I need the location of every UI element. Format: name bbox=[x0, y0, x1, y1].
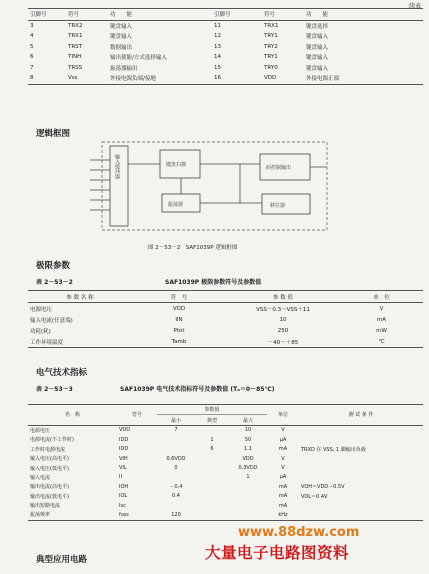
cell: 7 bbox=[174, 427, 178, 434]
cell: 16 bbox=[214, 75, 221, 82]
cell bbox=[229, 501, 267, 510]
table-row bbox=[28, 336, 423, 348]
cell: mA bbox=[278, 502, 288, 509]
output-control-label: 码控制输出 bbox=[266, 165, 292, 171]
cell: TRY1 bbox=[264, 33, 278, 40]
cell: 输出使能/方式选择输入 bbox=[110, 55, 167, 62]
table-row bbox=[28, 73, 423, 84]
header-cell: 典型 bbox=[206, 417, 217, 424]
cell: VIH bbox=[119, 455, 128, 462]
cell bbox=[157, 445, 195, 454]
cell: VOL＝0.4V bbox=[301, 493, 328, 500]
cell: 输出电流(低电平) bbox=[30, 493, 69, 500]
pin-table-header bbox=[28, 9, 423, 21]
cell bbox=[299, 510, 423, 520]
cell: TRX2 bbox=[68, 22, 83, 29]
cell: 键盘输入 bbox=[306, 55, 329, 62]
header-cell: 引脚号 bbox=[30, 12, 47, 19]
cell: 0.6VDD bbox=[166, 455, 186, 462]
cell: 电源电压 bbox=[30, 306, 53, 313]
cell: 电源电流(不工作时) bbox=[30, 437, 74, 444]
table-row bbox=[28, 501, 423, 510]
header-cell: 参 数 值 bbox=[273, 294, 293, 301]
header-cell: 名 称 bbox=[28, 405, 117, 426]
cell: 输入电压(高电平) bbox=[30, 456, 69, 463]
cell: 1.1 bbox=[244, 446, 252, 453]
cell bbox=[195, 482, 229, 491]
cell bbox=[229, 510, 267, 520]
cell: 工作环境温度 bbox=[30, 339, 64, 346]
chip-outline bbox=[102, 142, 327, 230]
header-cell: 功 能 bbox=[110, 12, 133, 19]
header-cell: 参数值 bbox=[157, 405, 267, 415]
cell: 11 bbox=[214, 22, 221, 29]
cell bbox=[195, 492, 229, 501]
cell: 输入电流(任意端) bbox=[30, 317, 73, 324]
cell bbox=[195, 510, 229, 520]
electrical-table bbox=[28, 404, 423, 521]
cell: 工作时电源电流 bbox=[30, 446, 66, 453]
cell: μA bbox=[279, 474, 287, 481]
input-buffer-label: 输入缓冲器 bbox=[114, 154, 120, 179]
cell: VOH＝VDD－0.5V bbox=[301, 484, 345, 491]
cell: VSS－0.3～VSS＋11 bbox=[256, 306, 310, 313]
table-row bbox=[28, 31, 423, 42]
cell: mW bbox=[376, 327, 387, 334]
cell: TRX1 bbox=[264, 22, 279, 29]
cell bbox=[157, 435, 195, 444]
cell: 振荡器输出 bbox=[110, 65, 138, 72]
section-title-limits: 极限参数 bbox=[36, 261, 71, 271]
cell: mA bbox=[278, 446, 288, 453]
table-row bbox=[28, 303, 423, 315]
cell: 振荡频率 bbox=[30, 512, 51, 519]
table-row bbox=[28, 445, 423, 454]
cell: VDD bbox=[242, 455, 254, 462]
cell: 数据输出 bbox=[110, 44, 133, 51]
oscillator-label: 振荡器 bbox=[168, 202, 184, 208]
cell: TRX1 bbox=[68, 33, 83, 40]
cell: TRY1 bbox=[264, 54, 278, 61]
table-row bbox=[28, 20, 423, 31]
cell: TRST bbox=[68, 43, 83, 50]
header-cell: 最小 bbox=[170, 417, 181, 424]
cell: IDD bbox=[119, 436, 129, 443]
watermark-text: 大量电子电路图资料 bbox=[205, 544, 350, 562]
cell: 输出短路电流 bbox=[30, 503, 61, 510]
cell: VIL bbox=[119, 465, 127, 472]
limits-table-caption: SAF1039P 极限参数符号及参数值 bbox=[165, 279, 262, 286]
table-row bbox=[28, 463, 423, 472]
cell: mA bbox=[278, 493, 288, 500]
section-title-application: 典型应用电路 bbox=[36, 555, 88, 565]
cell: 7 bbox=[30, 64, 34, 71]
cell: mA bbox=[278, 483, 288, 490]
cell: 6 bbox=[30, 54, 34, 61]
shift-register-label: 移位器 bbox=[270, 203, 286, 209]
cell: 键盘输入 bbox=[110, 34, 133, 41]
cell: 0.4 bbox=[172, 493, 180, 500]
cell: V bbox=[281, 455, 285, 462]
cell bbox=[299, 435, 423, 444]
cell: IIN bbox=[175, 316, 183, 323]
cell: 1 bbox=[210, 436, 214, 443]
cell: TRXD 在 VSS, 1 脚输出负载 bbox=[301, 446, 366, 453]
figure-caption: 图 2－53－2 SAF1039P 逻辑框图 bbox=[148, 245, 238, 251]
cell: 4 bbox=[30, 33, 34, 40]
continued-label: 续表 bbox=[408, 3, 421, 10]
limits-table-header bbox=[28, 291, 423, 303]
header-cell: 符号 bbox=[68, 12, 80, 19]
cell: 8 bbox=[30, 75, 34, 82]
table-row bbox=[28, 510, 423, 520]
table-row bbox=[28, 492, 423, 501]
cell: II bbox=[119, 474, 122, 481]
header-cell: 测 试 条 件 bbox=[299, 405, 423, 426]
watermark-url: www.88dzw.com bbox=[238, 525, 360, 540]
cell: Tamb bbox=[171, 338, 187, 345]
table-row bbox=[28, 425, 423, 435]
table-row bbox=[28, 314, 423, 325]
cell bbox=[299, 501, 423, 510]
cell: 输出电流(高电平) bbox=[30, 484, 69, 491]
cell: 15 bbox=[214, 64, 221, 71]
cell: mA bbox=[376, 316, 387, 323]
cell: IOH bbox=[119, 483, 129, 490]
cell: V bbox=[281, 465, 285, 472]
cell: Ptot bbox=[173, 327, 185, 334]
cell: 120 bbox=[171, 511, 181, 518]
header-cell: 符号 bbox=[117, 405, 157, 426]
cell: 输入电流 bbox=[30, 474, 51, 481]
cell: 电源电压 bbox=[30, 427, 51, 434]
table-row bbox=[28, 482, 423, 491]
cell bbox=[157, 473, 195, 482]
cell: 14 bbox=[214, 54, 221, 61]
section-title-logic: 逻辑框图 bbox=[36, 129, 71, 139]
cell: 键盘输入 bbox=[306, 44, 329, 51]
cell: 0 bbox=[174, 465, 178, 472]
cell bbox=[195, 454, 229, 463]
cell: 键盘输入 bbox=[110, 23, 133, 30]
cell: 12 bbox=[214, 33, 221, 40]
cell: Isc bbox=[119, 502, 126, 509]
table-row bbox=[28, 454, 423, 463]
table-row bbox=[28, 325, 423, 336]
cell: V bbox=[281, 427, 285, 434]
cell: 3 bbox=[30, 22, 34, 29]
cell: fosc bbox=[119, 511, 130, 518]
cell: IDD bbox=[119, 446, 129, 453]
cell: －0.4 bbox=[169, 484, 183, 491]
header-cell: 单位 bbox=[267, 405, 299, 426]
section-title-electrical: 电气技术指标 bbox=[36, 368, 88, 378]
cell: TRY2 bbox=[264, 43, 278, 50]
pin-table bbox=[28, 8, 423, 85]
cell: 1 bbox=[246, 474, 250, 481]
cell bbox=[195, 501, 229, 510]
cell: 6 bbox=[210, 446, 214, 453]
cell: 13 bbox=[214, 43, 221, 50]
limits-table bbox=[28, 290, 423, 348]
cell: kHz bbox=[278, 511, 288, 518]
header-cell: 符 号 bbox=[170, 294, 188, 301]
cell: μA bbox=[279, 436, 287, 443]
cell: 功耗(耗) bbox=[30, 328, 51, 335]
logic-block-diagram bbox=[90, 140, 340, 240]
header-cell: 符号 bbox=[264, 12, 276, 19]
cell: 键盘选择 bbox=[306, 23, 329, 30]
cell bbox=[195, 425, 229, 435]
header-cell: 参 数 名 称 bbox=[66, 294, 94, 301]
cell: ℃ bbox=[378, 338, 385, 345]
cell: Vss bbox=[68, 75, 78, 82]
cell bbox=[229, 492, 267, 501]
limits-table-number: 表 2－53－2 bbox=[36, 279, 73, 286]
cell: VDD bbox=[172, 305, 186, 312]
cell: 外接电源负端/接地 bbox=[110, 76, 156, 83]
table-row bbox=[28, 52, 423, 63]
keyboard-scan-label: 键盘扫描 bbox=[166, 162, 187, 168]
cell: 键盘输入 bbox=[306, 34, 329, 41]
cell: TINH bbox=[68, 54, 82, 61]
header-cell: 引脚号 bbox=[214, 12, 231, 19]
cell: 10 bbox=[279, 316, 287, 323]
cell: 0.3VDD bbox=[238, 465, 258, 472]
cell: 10 bbox=[244, 427, 252, 434]
cell: －40～＋85 bbox=[267, 339, 299, 346]
cell: 50 bbox=[244, 436, 252, 443]
cell: TRSS bbox=[68, 64, 83, 71]
header-cell: 功 能 bbox=[306, 12, 329, 19]
cell: 外接电源正端 bbox=[306, 76, 340, 83]
cell: IOL bbox=[119, 493, 128, 500]
cell bbox=[299, 425, 423, 435]
electrical-table-header bbox=[28, 405, 423, 415]
header-cell: 最大 bbox=[242, 417, 253, 424]
cell bbox=[195, 473, 229, 482]
cell bbox=[299, 463, 423, 472]
cell bbox=[157, 501, 195, 510]
electrical-table-number: 表 2－53－3 bbox=[36, 386, 73, 393]
cell bbox=[299, 454, 423, 463]
cell: 输入电压(低电平) bbox=[30, 465, 69, 472]
cell: V bbox=[379, 305, 384, 312]
cell: 250 bbox=[277, 327, 289, 334]
cell bbox=[195, 463, 229, 472]
cell: 5 bbox=[30, 43, 34, 50]
header-cell: 单 位 bbox=[373, 294, 390, 301]
cell: VDD bbox=[264, 75, 277, 82]
table-row bbox=[28, 473, 423, 482]
cell bbox=[229, 482, 267, 491]
table-row bbox=[28, 63, 423, 74]
cell: TRY0 bbox=[264, 64, 278, 71]
table-row bbox=[28, 435, 423, 444]
cell: VDD bbox=[119, 427, 131, 434]
cell bbox=[299, 473, 423, 482]
electrical-table-caption: SAF1039P 电气技术指标符号及参数值 (Tₐ＝0～85℃) bbox=[120, 386, 275, 393]
table-row bbox=[28, 42, 423, 53]
cell: 键盘输入 bbox=[306, 65, 329, 72]
